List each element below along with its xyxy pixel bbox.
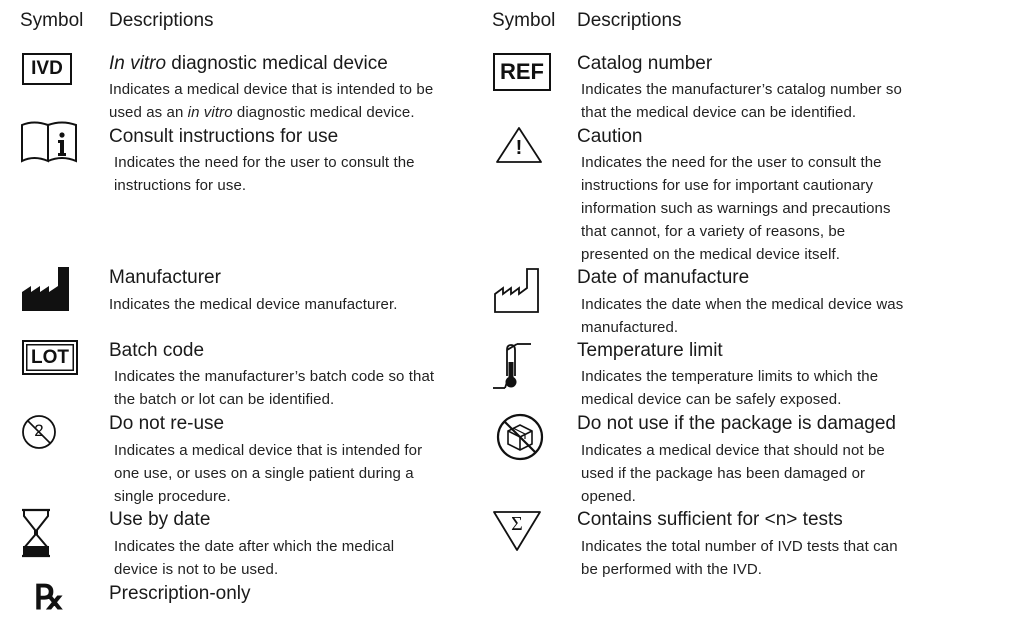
rx-icon: ℞: [34, 580, 65, 617]
batch-desc-line-1: Indicates the manufacturer’s batch code so that: [114, 368, 435, 385]
ivd-desc-line-2: used as an in vitro diagnostic medical device.: [109, 104, 415, 121]
book-info-icon: [20, 121, 78, 165]
caution-desc-line-1: Indicates the need for the user to consult the: [581, 154, 882, 171]
ivd-title-rest: diagnostic medical device: [166, 53, 388, 74]
reuse-desc-line-2: one use, or uses on a single patient during a: [114, 465, 414, 482]
ivd-title-italic: In vitro: [109, 53, 167, 74]
right-descriptions-header: Descriptions: [577, 10, 682, 31]
ref-desc-line-2: that the medical device can be identified.: [581, 104, 857, 121]
ref-icon: REF: [493, 53, 551, 91]
ivd-desc-line-1: Indicates a medical device that is intended to be: [109, 81, 434, 98]
consult-desc-line-1: Indicates the need for the user to consult the: [114, 154, 415, 171]
reuse-desc-line-3: single procedure.: [114, 488, 231, 505]
caution-desc-line-5: presented on the medical device itself.: [581, 246, 841, 263]
sufficient-tests-icon: [491, 509, 543, 553]
ref-description: [581, 78, 902, 124]
batch-description: [114, 365, 434, 411]
caution-description: [581, 151, 891, 266]
ivd-icon: IVD: [22, 53, 72, 85]
right-symbol-header: Symbol: [492, 10, 556, 31]
damaged-desc-line-1: Indicates a medical device that should not be: [581, 442, 885, 459]
reuse-digit: 2: [34, 421, 44, 440]
ref-desc-line-1: Indicates the manufacturer’s catalog number so: [581, 81, 902, 98]
sufficient-description: [581, 535, 898, 581]
factory-filled-icon: [21, 266, 71, 312]
ivd-description: [109, 78, 433, 124]
usebydate-description: [114, 535, 394, 581]
caution-desc-line-2: instructions for use for important cautionary: [581, 177, 874, 194]
date-mfg-desc-line-2: manufactured.: [581, 319, 679, 336]
consult-description: [114, 151, 415, 197]
ref-title: Catalog number: [577, 53, 713, 74]
sufficient-desc-line-1: Indicates the total number of IVD tests that can: [581, 538, 898, 555]
sufficient-title: Contains sufficient for <n> tests: [577, 509, 843, 530]
manufacturer-description: [109, 293, 398, 316]
factory-outline-icon: [493, 266, 541, 314]
usebydate-desc-line-2: device is not to be used.: [114, 561, 279, 578]
consult-desc-line-2: instructions for use.: [114, 177, 247, 194]
temp-desc-line-1: Indicates the temperature limits to which the: [581, 368, 879, 385]
left-descriptions-header: Descriptions: [109, 10, 214, 31]
thermometer-icon: [493, 340, 533, 392]
damaged-title: Do not use if the package is damaged: [577, 413, 896, 434]
caution-icon: [494, 125, 544, 165]
reuse-description: [114, 439, 422, 508]
temp-title: Temperature limit: [577, 340, 723, 361]
usebydate-desc-line-1: Indicates the date after which the medical: [114, 538, 395, 555]
reuse-desc-line-1: Indicates a medical device that is intended for: [114, 442, 423, 459]
sigma-glyph: Σ: [511, 513, 523, 535]
usebydate-title: Use by date: [109, 509, 211, 530]
caution-title: Caution: [577, 126, 643, 147]
manufacturer-title: Manufacturer: [109, 267, 221, 288]
lot-icon: LOT: [22, 340, 78, 375]
consult-title: Consult instructions for use: [109, 126, 339, 147]
caution-desc-line-3: information such as warnings and precautions: [581, 200, 891, 217]
damaged-desc-line-3: opened.: [581, 488, 636, 505]
left-symbol-header: Symbol: [20, 10, 84, 31]
damaged-package-icon: [495, 412, 545, 462]
hourglass-icon: [20, 508, 52, 558]
ivd-title: [109, 53, 388, 75]
reuse-title: Do not re-use: [109, 413, 225, 434]
sufficient-desc-line-2: be performed with the IVD.: [581, 561, 763, 578]
batch-desc-line-2: the batch or lot can be identified.: [114, 391, 335, 408]
damaged-description: [581, 439, 885, 508]
manufacturer-desc-line-1: Indicates the medical device manufacturer.: [109, 296, 398, 313]
date-mfg-description: [581, 293, 903, 339]
do-not-reuse-icon: [21, 414, 57, 450]
caution-desc-line-4: that cannot, for a variety of reasons, be: [581, 223, 846, 240]
date-mfg-desc-line-1: Indicates the date when the medical device was: [581, 296, 904, 313]
batch-title: Batch code: [109, 340, 205, 361]
temp-desc-line-2: medical device can be safely exposed.: [581, 391, 842, 408]
caution-mark: !: [515, 137, 523, 159]
rx-title: Prescription-only: [109, 583, 251, 604]
date-mfg-title: Date of manufacture: [577, 267, 750, 288]
damaged-desc-line-2: used if the package has been damaged or: [581, 465, 866, 482]
temp-description: [581, 365, 878, 411]
